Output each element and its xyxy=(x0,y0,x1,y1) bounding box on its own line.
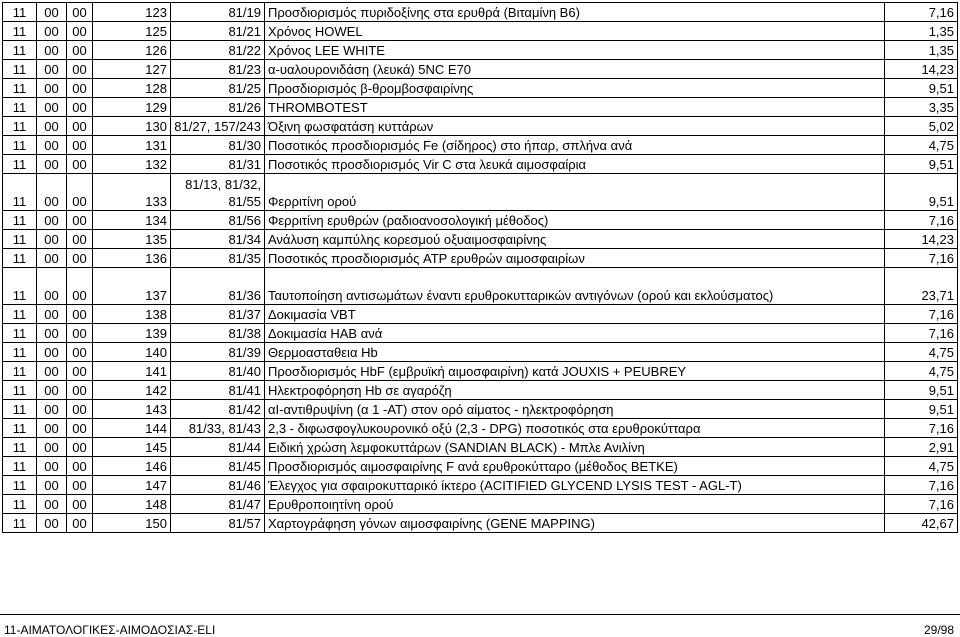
category-code-cell: 11 xyxy=(3,381,37,400)
category-code-cell: 11 xyxy=(3,305,37,324)
category-code-cell: 11 xyxy=(3,514,37,533)
category-code-cell: 11 xyxy=(3,249,37,268)
group-code-cell: 00 xyxy=(67,343,93,362)
subcategory-code-cell: 00 xyxy=(37,419,67,438)
category-code-cell: 11 xyxy=(3,211,37,230)
subcategory-code-cell: 00 xyxy=(37,249,67,268)
subcategory-code-cell: 00 xyxy=(37,495,67,514)
reference-code-cell: 81/57 xyxy=(171,514,265,533)
reference-code-cell: 81/40 xyxy=(171,362,265,381)
reference-code-line: 81/55 xyxy=(228,194,261,209)
item-number-cell: 131 xyxy=(93,136,171,155)
item-number-cell: 141 xyxy=(93,362,171,381)
reference-code-cell: 81/21 xyxy=(171,22,265,41)
category-code-cell: 11 xyxy=(3,3,37,22)
subcategory-code-cell: 00 xyxy=(37,79,67,98)
reference-code-cell: 81/41 xyxy=(171,381,265,400)
group-code-cell: 00 xyxy=(67,60,93,79)
category-code-cell: 11 xyxy=(3,438,37,457)
subcategory-code-cell: 00 xyxy=(37,230,67,249)
reference-code-cell: 81/38 xyxy=(171,324,265,343)
item-number-cell: 128 xyxy=(93,79,171,98)
category-code-cell: 11 xyxy=(3,457,37,476)
group-code-cell: 00 xyxy=(67,22,93,41)
group-code-cell: 00 xyxy=(67,400,93,419)
description-cell: Έλεγχος για σφαιροκυτταρικό ίκτερο (ACITIFIED GLYCEND LYSIS TEST - AGL-T) xyxy=(265,476,885,495)
table-row xyxy=(3,211,958,230)
description-cell: Φερριτίνη ορού xyxy=(265,174,885,211)
description-cell: Ταυτοποίηση αντισωμάτων έναντι ερυθροκυτταρικών αντιγόνων (ορού και εκλούσματος) xyxy=(265,268,885,305)
price-cell: 14,23 xyxy=(885,60,958,79)
description-cell: Ανάλυση καμπύλης κορεσμού οξυαιμοσφαιρίνης xyxy=(265,230,885,249)
price-table xyxy=(2,2,958,533)
item-number-cell: 146 xyxy=(93,457,171,476)
table-row xyxy=(3,343,958,362)
reference-code-cell: 81/42 xyxy=(171,400,265,419)
description-cell: Προσδιορισμός πυριδοξίνης στα ερυθρά (Βιταμίνη Β6) xyxy=(265,3,885,22)
category-code-cell: 11 xyxy=(3,362,37,381)
category-code-cell: 11 xyxy=(3,155,37,174)
category-code-cell: 11 xyxy=(3,136,37,155)
item-number-cell: 129 xyxy=(93,98,171,117)
subcategory-code-cell: 00 xyxy=(37,476,67,495)
group-code-cell: 00 xyxy=(67,419,93,438)
group-code-cell: 00 xyxy=(67,117,93,136)
subcategory-code-cell: 00 xyxy=(37,60,67,79)
reference-code-cell: 81/23 xyxy=(171,60,265,79)
description-cell: α-υαλουρονιδάση (λευκά) 5NC E70 xyxy=(265,60,885,79)
description-cell: Ποσοτικός προσδιορισμός ATP ερυθρών αιμοσφαιρίων xyxy=(265,249,885,268)
subcategory-code-cell: 00 xyxy=(37,211,67,230)
table-row xyxy=(3,3,958,22)
description-cell: Ποσοτικός προσδιορισμός Vir C στα λευκά αιμοσφαίρια xyxy=(265,155,885,174)
price-cell: 4,75 xyxy=(885,362,958,381)
category-code-cell: 11 xyxy=(3,174,37,211)
subcategory-code-cell: 00 xyxy=(37,381,67,400)
item-number-cell: 123 xyxy=(93,3,171,22)
table-row xyxy=(3,268,958,305)
table-row xyxy=(3,514,958,533)
table-row xyxy=(3,136,958,155)
price-cell: 7,16 xyxy=(885,476,958,495)
category-code-cell: 11 xyxy=(3,324,37,343)
description-cell: 2,3 - διφωσφογλυκουρονικό οξύ (2,3 - DPG) ποσοτικός στα ερυθροκύτταρα xyxy=(265,419,885,438)
table-row xyxy=(3,155,958,174)
subcategory-code-cell: 00 xyxy=(37,514,67,533)
reference-code-cell: 81/46 xyxy=(171,476,265,495)
footer-document-title: 11-ΑΙΜΑΤΟΛΟΓΙΚΕΣ-ΑΙΜΟΔΟΣΙΑΣ-ELI xyxy=(4,623,216,637)
group-code-cell: 00 xyxy=(67,41,93,60)
reference-code-cell: 81/27, 157/243 xyxy=(171,117,265,136)
reference-code-cell: 81/44 xyxy=(171,438,265,457)
subcategory-code-cell: 00 xyxy=(37,324,67,343)
price-cell: 9,51 xyxy=(885,174,958,211)
reference-code-cell xyxy=(171,174,265,211)
subcategory-code-cell: 00 xyxy=(37,22,67,41)
group-code-cell: 00 xyxy=(67,136,93,155)
category-code-cell: 11 xyxy=(3,79,37,98)
group-code-cell: 00 xyxy=(67,495,93,514)
reference-code-cell: 81/45 xyxy=(171,457,265,476)
description-cell: Χαρτογράφηση γόνων αιμοσφαιρίνης (GENE MAPPING) xyxy=(265,514,885,533)
group-code-cell: 00 xyxy=(67,324,93,343)
group-code-cell: 00 xyxy=(67,3,93,22)
category-code-cell: 11 xyxy=(3,230,37,249)
reference-code-cell: 81/31 xyxy=(171,155,265,174)
subcategory-code-cell: 00 xyxy=(37,362,67,381)
item-number-cell: 140 xyxy=(93,343,171,362)
table-row xyxy=(3,476,958,495)
item-number-cell: 134 xyxy=(93,211,171,230)
table-row xyxy=(3,117,958,136)
price-cell: 7,16 xyxy=(885,305,958,324)
price-cell: 7,16 xyxy=(885,324,958,343)
subcategory-code-cell: 00 xyxy=(37,174,67,211)
item-number-cell: 138 xyxy=(93,305,171,324)
item-number-cell: 147 xyxy=(93,476,171,495)
subcategory-code-cell: 00 xyxy=(37,117,67,136)
subcategory-code-cell: 00 xyxy=(37,343,67,362)
subcategory-code-cell: 00 xyxy=(37,98,67,117)
category-code-cell: 11 xyxy=(3,476,37,495)
price-cell: 7,16 xyxy=(885,3,958,22)
category-code-cell: 11 xyxy=(3,98,37,117)
price-cell: 7,16 xyxy=(885,211,958,230)
group-code-cell: 00 xyxy=(67,268,93,305)
group-code-cell: 00 xyxy=(67,476,93,495)
price-cell: 7,16 xyxy=(885,495,958,514)
price-cell: 7,16 xyxy=(885,419,958,438)
reference-code-cell: 81/33, 81/43 xyxy=(171,419,265,438)
price-cell: 7,16 xyxy=(885,249,958,268)
group-code-cell: 00 xyxy=(67,211,93,230)
table-row xyxy=(3,60,958,79)
price-cell: 23,71 xyxy=(885,268,958,305)
group-code-cell: 00 xyxy=(67,514,93,533)
footer-page-number: 29/98 xyxy=(923,623,954,637)
group-code-cell: 00 xyxy=(67,230,93,249)
item-number-cell: 137 xyxy=(93,268,171,305)
description-cell: Χρόνος HOWEL xyxy=(265,22,885,41)
description-cell: Δοκιμασία VBT xyxy=(265,305,885,324)
description-cell: Ποσοτικός προσδιορισμός Fe (σίδηρος) στο ήπαρ, σπλήνα ανά xyxy=(265,136,885,155)
item-number-cell: 148 xyxy=(93,495,171,514)
category-code-cell: 11 xyxy=(3,60,37,79)
price-cell: 5,02 xyxy=(885,117,958,136)
reference-code-cell: 81/47 xyxy=(171,495,265,514)
item-number-cell: 127 xyxy=(93,60,171,79)
group-code-cell: 00 xyxy=(67,438,93,457)
table-row xyxy=(3,362,958,381)
table-row xyxy=(3,305,958,324)
group-code-cell: 00 xyxy=(67,305,93,324)
category-code-cell: 11 xyxy=(3,419,37,438)
item-number-cell: 130 xyxy=(93,117,171,136)
description-cell: Φερριτίνη ερυθρών (ραδιοανοσολογική μέθοδος) xyxy=(265,211,885,230)
description-cell: Θερμοασταθεια Hb xyxy=(265,343,885,362)
price-cell: 1,35 xyxy=(885,41,958,60)
reference-code-cell: 81/39 xyxy=(171,343,265,362)
subcategory-code-cell: 00 xyxy=(37,305,67,324)
price-cell: 4,75 xyxy=(885,343,958,362)
description-cell: Προσδιορισμός HbF (εμβρυϊκή αιμοσφαιρίνη) κατά JOUXIS + PEUBREY xyxy=(265,362,885,381)
table-body xyxy=(3,3,958,533)
price-cell: 9,51 xyxy=(885,400,958,419)
description-cell: Ερυθροποιητίνη ορού xyxy=(265,495,885,514)
description-cell: THROMBOTEST xyxy=(265,98,885,117)
table-row xyxy=(3,174,958,211)
item-number-cell: 142 xyxy=(93,381,171,400)
item-number-cell: 133 xyxy=(93,174,171,211)
table-row xyxy=(3,495,958,514)
subcategory-code-cell: 00 xyxy=(37,155,67,174)
table-row xyxy=(3,457,958,476)
subcategory-code-cell: 00 xyxy=(37,3,67,22)
group-code-cell: 00 xyxy=(67,362,93,381)
table-row xyxy=(3,22,958,41)
price-cell: 42,67 xyxy=(885,514,958,533)
item-number-cell: 139 xyxy=(93,324,171,343)
subcategory-code-cell: 00 xyxy=(37,268,67,305)
reference-code-cell: 81/30 xyxy=(171,136,265,155)
reference-code-cell: 81/56 xyxy=(171,211,265,230)
price-cell: 4,75 xyxy=(885,136,958,155)
reference-code-cell: 81/36 xyxy=(171,268,265,305)
reference-code-cell: 81/22 xyxy=(171,41,265,60)
table-row xyxy=(3,324,958,343)
description-cell: Προσδιορισμός αιμοσφαιρίνης F ανά ερυθροκύτταρο (μέθοδος BETKE) xyxy=(265,457,885,476)
group-code-cell: 00 xyxy=(67,155,93,174)
item-number-cell: 144 xyxy=(93,419,171,438)
group-code-cell: 00 xyxy=(67,457,93,476)
reference-code-cell: 81/26 xyxy=(171,98,265,117)
price-cell: 1,35 xyxy=(885,22,958,41)
category-code-cell: 11 xyxy=(3,495,37,514)
page-footer xyxy=(0,614,960,637)
category-code-cell: 11 xyxy=(3,117,37,136)
price-cell: 3,35 xyxy=(885,98,958,117)
table-row xyxy=(3,230,958,249)
price-cell: 4,75 xyxy=(885,457,958,476)
category-code-cell: 11 xyxy=(3,268,37,305)
category-code-cell: 11 xyxy=(3,400,37,419)
item-number-cell: 132 xyxy=(93,155,171,174)
item-number-cell: 136 xyxy=(93,249,171,268)
category-code-cell: 11 xyxy=(3,22,37,41)
table-row xyxy=(3,98,958,117)
reference-code-cell: 81/35 xyxy=(171,249,265,268)
reference-code-cell: 81/25 xyxy=(171,79,265,98)
price-cell: 9,51 xyxy=(885,79,958,98)
item-number-cell: 126 xyxy=(93,41,171,60)
item-number-cell: 150 xyxy=(93,514,171,533)
item-number-cell: 145 xyxy=(93,438,171,457)
group-code-cell: 00 xyxy=(67,79,93,98)
subcategory-code-cell: 00 xyxy=(37,438,67,457)
subcategory-code-cell: 00 xyxy=(37,136,67,155)
table-row xyxy=(3,400,958,419)
price-cell: 14,23 xyxy=(885,230,958,249)
price-cell: 9,51 xyxy=(885,381,958,400)
reference-code-cell: 81/19 xyxy=(171,3,265,22)
group-code-cell: 00 xyxy=(67,98,93,117)
table-row xyxy=(3,419,958,438)
subcategory-code-cell: 00 xyxy=(37,400,67,419)
description-cell: Χρόνος LEE WHITE xyxy=(265,41,885,60)
description-cell: αΙ-αντιθρυψίνη (α 1 -ΑΤ) στον ορό αίματος - ηλεκτροφόρηση xyxy=(265,400,885,419)
price-cell: 2,91 xyxy=(885,438,958,457)
description-cell: Προσδιορισμός β-θρομβοσφαιρίνης xyxy=(265,79,885,98)
subcategory-code-cell: 00 xyxy=(37,41,67,60)
description-cell: Όξινη φωσφατάση κυττάρων xyxy=(265,117,885,136)
item-number-cell: 125 xyxy=(93,22,171,41)
description-cell: Ειδική χρώση λεμφοκυττάρων (SANDIAN BLACK) - Μπλε Ανιλίνη xyxy=(265,438,885,457)
group-code-cell: 00 xyxy=(67,381,93,400)
table-row xyxy=(3,41,958,60)
group-code-cell: 00 xyxy=(67,174,93,211)
category-code-cell: 11 xyxy=(3,343,37,362)
reference-code-cell: 81/34 xyxy=(171,230,265,249)
item-number-cell: 143 xyxy=(93,400,171,419)
subcategory-code-cell: 00 xyxy=(37,457,67,476)
table-row xyxy=(3,381,958,400)
category-code-cell: 11 xyxy=(3,41,37,60)
reference-code-line: 81/13, 81/32, xyxy=(185,177,261,192)
item-number-cell: 135 xyxy=(93,230,171,249)
price-cell: 9,51 xyxy=(885,155,958,174)
table-row xyxy=(3,249,958,268)
description-cell: Δοκιμασία HAB ανά xyxy=(265,324,885,343)
description-cell: Ηλεκτροφόρηση Hb σε αγαρόζη xyxy=(265,381,885,400)
table-row xyxy=(3,438,958,457)
table-row xyxy=(3,79,958,98)
reference-code-cell: 81/37 xyxy=(171,305,265,324)
group-code-cell: 00 xyxy=(67,249,93,268)
